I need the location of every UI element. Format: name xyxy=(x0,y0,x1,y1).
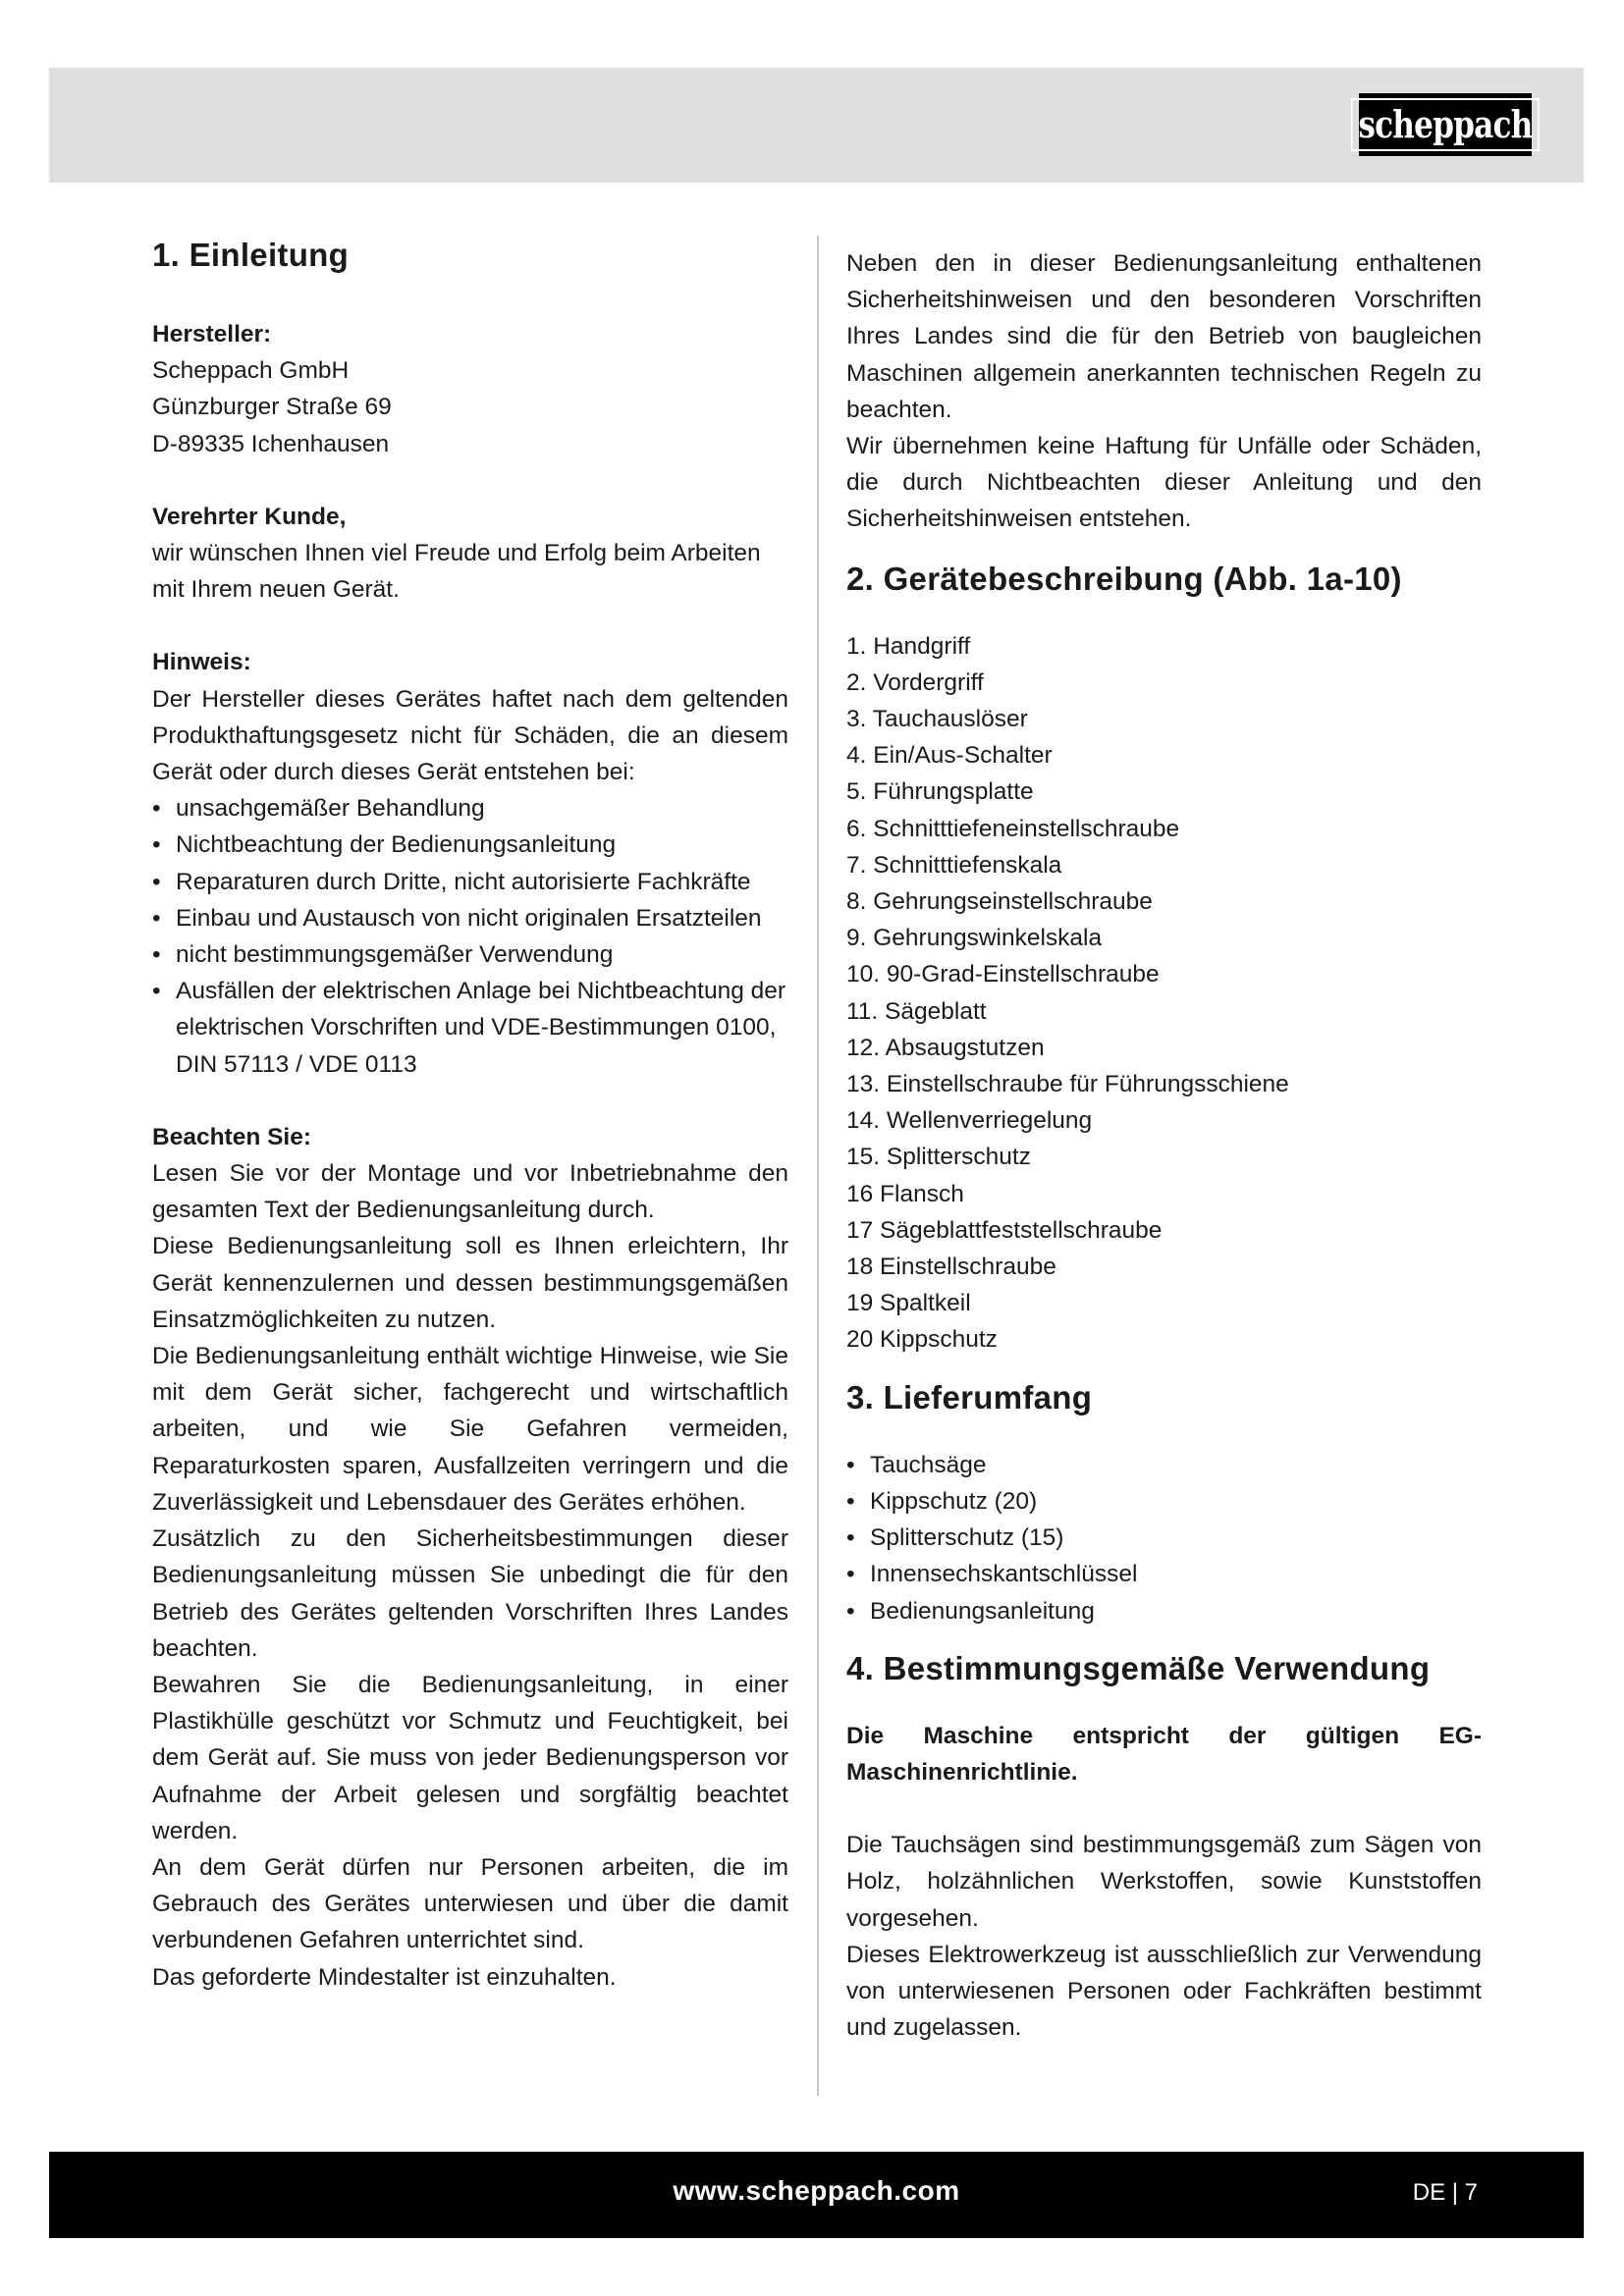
list-item: 18 Einstellschraube xyxy=(846,1254,1056,1281)
column-divider xyxy=(817,236,819,2096)
greeting-label: Verehrter Kunde, xyxy=(152,503,347,530)
directive-note: Die Maschine entspricht der gültigen EG- Maschinenrichtlinie. xyxy=(846,1722,1482,1786)
section-1-title: 1. Einleitung xyxy=(152,237,350,273)
list-item: 11. Sägeblatt xyxy=(846,997,987,1025)
hint-intro: Der Hersteller dieses Gerätes haftet nach dem geltenden Produkthaftungsgesetz nicht für Schäden, die an diesem Gerät oder durch dieses Gerät entstehen bei: xyxy=(152,685,788,786)
list-item: • Ausfällen der elektrischen Anlage bei Nichtbeachtung der elektrischen Vorschriften und VDE-Bestimmungen 0100, DIN 57113 / VDE 0113 xyxy=(152,973,788,1083)
list-item: • Splitterschutz (15) xyxy=(846,1520,1482,1556)
intro-paragraph: Neben den in dieser Bedienungsanleitung enthaltenen Sicherheitshinweisen und den besonderen Vorschriften Ihres Landes sind die für den Betrieb von baugleichen Maschinen allgemein anerkannten technischen Regeln zu beachten. xyxy=(846,250,1482,423)
list-item: 9. Gehrungswinkelskala xyxy=(846,925,1103,952)
list-item: • Innensechskantschlüssel xyxy=(846,1556,1482,1592)
greeting-text: wir wünschen Ihnen viel Freude und Erfolg beim Arbeiten mit Ihrem neuen Gerät. xyxy=(152,540,761,604)
section-2-title: 2. Gerätebeschreibung (Abb. 1a-10) xyxy=(846,560,1402,597)
list-item: • Nichtbeachtung der Bedienungsanleitung xyxy=(152,827,788,863)
footer-band xyxy=(49,2152,1584,2238)
right-column xyxy=(846,236,1482,2046)
footer-url[interactable]: www.scheppach.com xyxy=(673,2175,960,2206)
usage-paragraph: Dieses Elektrowerkzeug ist ausschließlich zur Verwendung von unterwiesenen Personen oder Fachkräften bestimmt und zugelassen. xyxy=(846,1941,1482,2042)
manufacturer-line: D-89335 Ichenhausen xyxy=(152,430,390,457)
list-item: 13. Einstellschraube für Führungsschiene xyxy=(846,1071,1289,1098)
list-item: 12. Absaugstutzen xyxy=(846,1034,1045,1061)
list-item: 7. Schnitttiefenskala xyxy=(846,851,1062,879)
manufacturer-label: Hersteller: xyxy=(152,321,272,347)
note-paragraph: Bewahren Sie die Bedienungsanleitung, in einer Plastikhülle geschützt vor Schmutz und Feuchtigkeit, bei dem Gerät auf. Sie muss von jeder Bedienungsperson vor Aufnahme der Arbeit gelesen und sorgfältig beachtet werden. xyxy=(152,1671,788,1844)
section-4-title: 4. Bestimmungsgemäße Verwendung xyxy=(846,1649,1431,1686)
list-item: • Kippschutz (20) xyxy=(846,1483,1482,1520)
note-paragraph: Diese Bedienungsanleitung soll es Ihnen erleichtern, Ihr Gerät kennenzulernen und dessen bestimmungsgemäßen Einsatzmöglichkeiten zu nutzen. xyxy=(152,1233,788,1333)
page-number: DE | 7 xyxy=(1412,2179,1478,2206)
usage-paragraph: Die Tauchsägen sind bestimmungsgemäß zum Sägen von Holz, holzähnlichen Werkstoffen, sowie Kunststoffen vorgesehen. xyxy=(846,1832,1482,1932)
list-item: 20 Kippschutz xyxy=(846,1326,998,1354)
delivery-list xyxy=(846,1447,1482,1629)
hint-label: Hinweis: xyxy=(152,649,251,676)
manufacturer-line: Scheppach GmbH xyxy=(152,357,350,385)
note-paragraph: An dem Gerät dürfen nur Personen arbeiten, die im Gebrauch des Gerätes unterwiesen und über die damit verbundenen Gefahren unterrichtet sind. xyxy=(152,1853,788,1954)
note-paragraph: Das geforderte Mindestalter ist einzuhalten. xyxy=(152,1963,617,1991)
note-paragraph: Lesen Sie vor der Montage und vor Inbetriebnahme den gesamten Text der Bedienungsanleitung durch. xyxy=(152,1160,788,1224)
list-item: 1. Handgriff xyxy=(846,632,971,660)
list-item: 4. Ein/Aus-Schalter xyxy=(846,742,1053,770)
list-item: • Tauchsäge xyxy=(846,1447,1482,1483)
logo-text: scheppach xyxy=(1355,103,1536,146)
list-item: 6. Schnitttiefeneinstellschraube xyxy=(846,815,1180,842)
note-label: Beachten Sie: xyxy=(152,1123,312,1150)
list-item: • Einbau und Austausch von nicht originalen Ersatzteilen xyxy=(152,900,788,936)
list-item: 19 Spaltkeil xyxy=(846,1290,971,1317)
note-paragraph: Zusätzlich zu den Sicherheitsbestimmungen dieser Bedienungsanleitung müssen Sie unbedingt die für den Betrieb des Gerätes geltenden Vorschriften Ihres Landes beachten. xyxy=(152,1525,788,1662)
list-item: 3. Tauchauslöser xyxy=(846,706,1028,733)
section-3-title: 3. Lieferumfang xyxy=(846,1378,1093,1415)
header-band xyxy=(49,68,1584,183)
list-item: • Bedienungsanleitung xyxy=(846,1593,1482,1629)
list-item: 10. 90-Grad-Einstellschraube xyxy=(846,961,1160,988)
list-item: 2. Vordergriff xyxy=(846,668,984,696)
note-paragraph: Die Bedienungsanleitung enthält wichtige Hinweise, wie Sie mit dem Gerät sicher, fachgerecht und wirtschaftlich arbeiten, und wie Sie Gefahren vermeiden, Reparaturkosten sparen, Ausfallzeiten verringern und die Zuverlässigkeit und Lebensdauer des Gerätes erhöhen. xyxy=(152,1343,788,1516)
intro-paragraph: Wir übernehmen keine Haftung für Unfälle oder Schäden, die durch Nichtbeachten dieser Anleitung und den Sicherheitshinweisen entstehen. xyxy=(846,433,1482,533)
parts-list xyxy=(846,628,1482,1359)
list-item: 14. Wellenverriegelung xyxy=(846,1107,1093,1135)
scheppach-logo xyxy=(1359,93,1532,156)
list-item: 15. Splitterschutz xyxy=(846,1144,1031,1171)
list-item: 5. Führungsplatte xyxy=(846,778,1034,806)
list-item: 8. Gehrungseinstellschraube xyxy=(846,888,1153,916)
list-item: 17 Sägeblattfeststellschraube xyxy=(846,1216,1163,1244)
list-item: 16 Flansch xyxy=(846,1180,964,1207)
manufacturer-line: Günzburger Straße 69 xyxy=(152,394,392,421)
list-item: • Reparaturen durch Dritte, nicht autorisierte Fachkräfte xyxy=(152,864,788,900)
hint-list xyxy=(152,790,788,1083)
left-column xyxy=(152,236,788,1996)
list-item: • nicht bestimmungsgemäßer Verwendung xyxy=(152,936,788,973)
list-item: • unsachgemäßer Behandlung xyxy=(152,790,788,827)
